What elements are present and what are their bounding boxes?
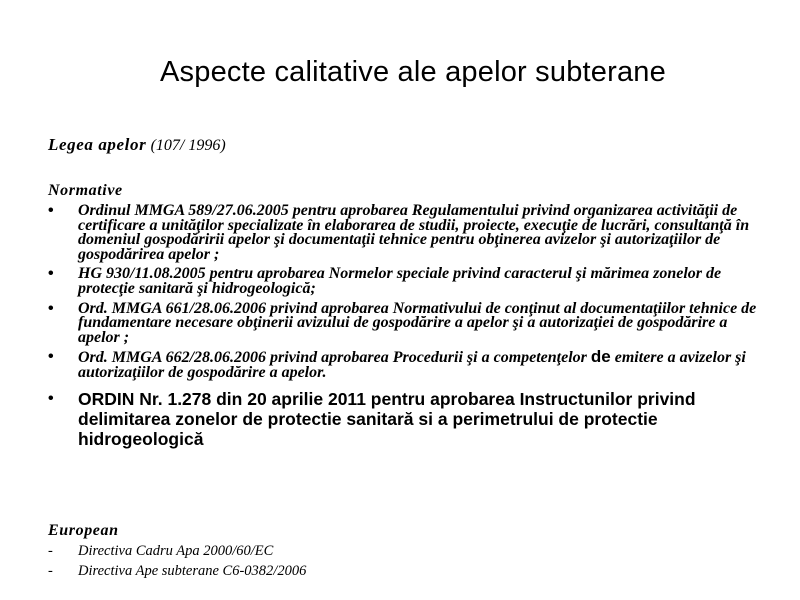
european-item: [48, 541, 306, 561]
normative-list: [48, 204, 760, 449]
dash-icon: -: [48, 563, 53, 579]
normative-item-text: Ordinul MMGA 589/27.06.2005 pentru aprobarea Regulamentului privind organizarea activităţii de certificare a unităţilor specializate în elaborarea de studii, proiecte, execuţie de lucrări, consultanţă în domeniul gospodăririi apelor şi documentaţii tehnice pentru obţinerea avizelor şi autorizaţiilor de gospodărirea apelor ;: [78, 202, 750, 263]
law-reference: [48, 133, 226, 158]
normative-item: [48, 267, 760, 296]
normative-item-text-de: de: [590, 347, 611, 367]
law-name: Legea apelor: [48, 135, 147, 154]
normative-item: [48, 204, 760, 262]
normative-item-text: Ord. MMGA 661/28.06.2006 privind aprobarea Normativului de conţinut al documentaţiilor tehnice de fundamentare necesare obţinerii avizului de gospodărire a apelor şi a autorizaţiei de gospodărire a apelor ;: [78, 299, 757, 346]
normative-item: [48, 347, 760, 381]
bullet-icon: •: [48, 299, 54, 317]
bullet-icon: •: [48, 348, 54, 366]
normative-item-text: HG 930/11.08.2005 pentru aprobarea Normelor speciale privind caracterul şi mărimea zonelor de protecţie sanitară şi hidrogeologică;: [78, 265, 722, 297]
normative-item-text-end: emitere a avizelor şi autorizaţiilor de gospodărire a apelor.: [78, 349, 746, 381]
law-number: (107/ 1996): [150, 137, 226, 154]
european-list: [48, 541, 306, 581]
european-item: [48, 561, 306, 581]
slide-title: Aspecte calitative ale apelor subterane: [160, 56, 666, 88]
bullet-icon: •: [48, 389, 54, 407]
bullet-icon: •: [48, 265, 54, 283]
normative-heading: Normative: [48, 182, 123, 199]
european-item-text: Directiva Ape subterane C6-0382/2006: [78, 563, 307, 579]
european-heading: European: [48, 522, 119, 539]
normative-item-text-start: Ord. MMGA 662/28.06.2006 privind aprobarea Procedurii şi a competenţelor: [78, 349, 591, 367]
european-item-text: Directiva Cadru Apa 2000/60/EC: [78, 543, 274, 559]
normative-item-text: ORDIN Nr. 1.278 din 20 aprilie 2011 pentru aprobarea Instructunilor privind delimitarea zonelor de protectie sanitară si a perimetrului de protectie hidrogeologică: [78, 388, 696, 449]
normative-item: [48, 389, 760, 449]
dash-icon: -: [48, 543, 53, 559]
normative-item: [48, 299, 760, 346]
bullet-icon: •: [48, 202, 54, 219]
